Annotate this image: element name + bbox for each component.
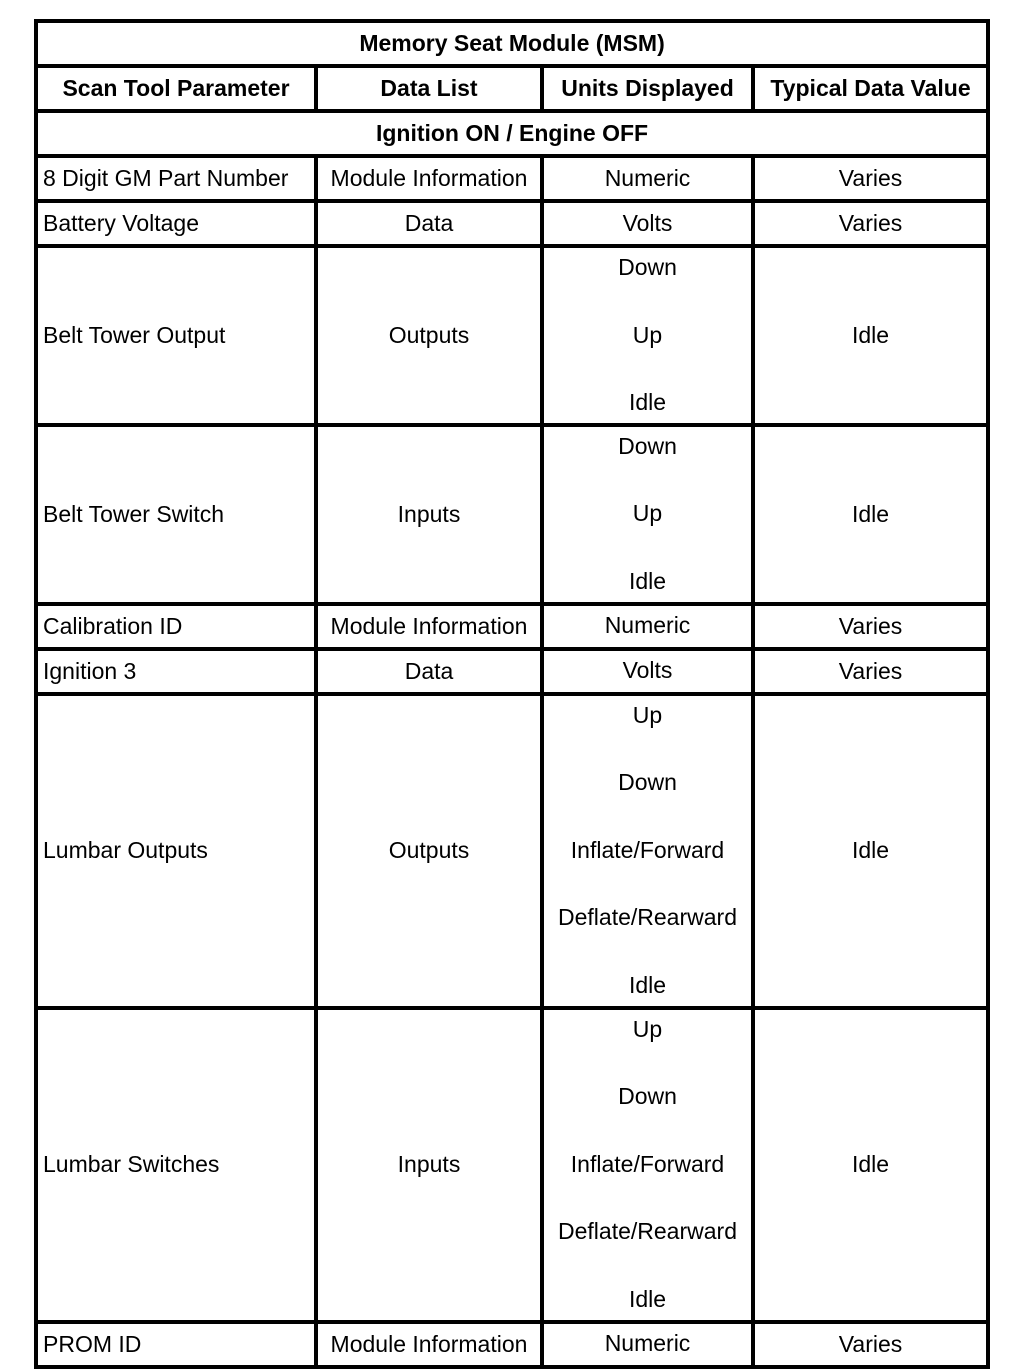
table-row: [36, 156, 988, 201]
typical-value-cell: Idle: [753, 246, 988, 425]
unit-value: Down: [618, 432, 677, 459]
data-list-cell: Module Information: [316, 604, 542, 649]
units-cell: [542, 649, 753, 694]
typical-value-cell: Idle: [753, 694, 988, 1008]
unit-value: Up: [632, 701, 663, 728]
unit-value: Down: [618, 254, 677, 280]
table-body: [36, 21, 988, 1367]
units-cell: [542, 425, 753, 604]
units-cell: [542, 694, 753, 1008]
units-cell: [542, 246, 753, 425]
parameter-cell: Belt Tower Output: [36, 246, 316, 425]
table-row: [36, 425, 988, 604]
typical-value-cell: Varies: [753, 604, 988, 649]
header-row: [36, 66, 988, 111]
unit-value: Volts: [622, 209, 673, 236]
typical-value-cell: Varies: [753, 156, 988, 201]
header-typical-data-value: Typical Data Value: [753, 66, 988, 111]
parameter-cell: Battery Voltage: [36, 201, 316, 246]
header-data-list: Data List: [316, 66, 542, 111]
units-cell: [542, 1322, 753, 1367]
header-units-displayed: Units Displayed: [542, 66, 753, 111]
units-cell: [542, 1008, 753, 1322]
data-list-cell: Data: [316, 201, 542, 246]
unit-value: Deflate/Rearward: [558, 1218, 737, 1245]
units-cell: [542, 156, 753, 201]
unit-value: Idle: [628, 389, 667, 416]
unit-value: Up: [632, 1015, 663, 1042]
parameter-cell: Lumbar Switches: [36, 1008, 316, 1322]
section-heading: Ignition ON / Engine OFF: [36, 111, 988, 156]
table-row: [36, 246, 988, 425]
data-list-cell: Module Information: [316, 156, 542, 201]
table-row: [36, 1322, 988, 1367]
units-cell: [542, 604, 753, 649]
unit-value: Idle: [628, 1285, 667, 1312]
typical-value-cell: Varies: [753, 1322, 988, 1367]
unit-value: Up: [632, 500, 663, 527]
data-list-cell: Module Information: [316, 1322, 542, 1367]
unit-value: Numeric: [604, 612, 691, 639]
data-list-cell: Outputs: [316, 246, 542, 425]
typical-value-cell: Varies: [753, 201, 988, 246]
parameter-cell: Ignition 3: [36, 649, 316, 694]
typical-value-cell: Idle: [753, 425, 988, 604]
title-row: [36, 21, 988, 66]
unit-value: Down: [618, 1083, 677, 1110]
parameter-cell: 8 Digit GM Part Number: [36, 156, 316, 201]
parameter-cell: Lumbar Outputs: [36, 694, 316, 1008]
table-title: Memory Seat Module (MSM): [36, 21, 988, 66]
parameter-cell: Calibration ID: [36, 604, 316, 649]
unit-value: Deflate/Rearward: [558, 904, 737, 931]
unit-value: Inflate/Forward: [570, 1150, 725, 1177]
data-list-cell: Outputs: [316, 694, 542, 1008]
unit-value: Numeric: [604, 164, 691, 191]
parameter-cell: Belt Tower Switch: [36, 425, 316, 604]
unit-value: Idle: [628, 971, 667, 998]
msm-data-table: [34, 19, 990, 1369]
data-list-cell: Inputs: [316, 1008, 542, 1322]
table-row: [36, 694, 988, 1008]
unit-value: Down: [618, 769, 677, 796]
unit-value: Idle: [628, 567, 667, 594]
data-list-cell: Data: [316, 649, 542, 694]
unit-value: Up: [632, 321, 663, 348]
header-scan-tool-parameter: Scan Tool Parameter: [36, 66, 316, 111]
unit-value: Volts: [622, 657, 673, 684]
typical-value-cell: Varies: [753, 649, 988, 694]
data-list-cell: Inputs: [316, 425, 542, 604]
typical-value-cell: Idle: [753, 1008, 988, 1322]
parameter-cell: PROM ID: [36, 1322, 316, 1367]
unit-value: Numeric: [604, 1330, 691, 1357]
table-row: [36, 201, 988, 246]
table-row: [36, 649, 988, 694]
table-row: [36, 1008, 988, 1322]
section-row: [36, 111, 988, 156]
units-cell: [542, 201, 753, 246]
table-row: [36, 604, 988, 649]
unit-value: Inflate/Forward: [570, 836, 725, 863]
